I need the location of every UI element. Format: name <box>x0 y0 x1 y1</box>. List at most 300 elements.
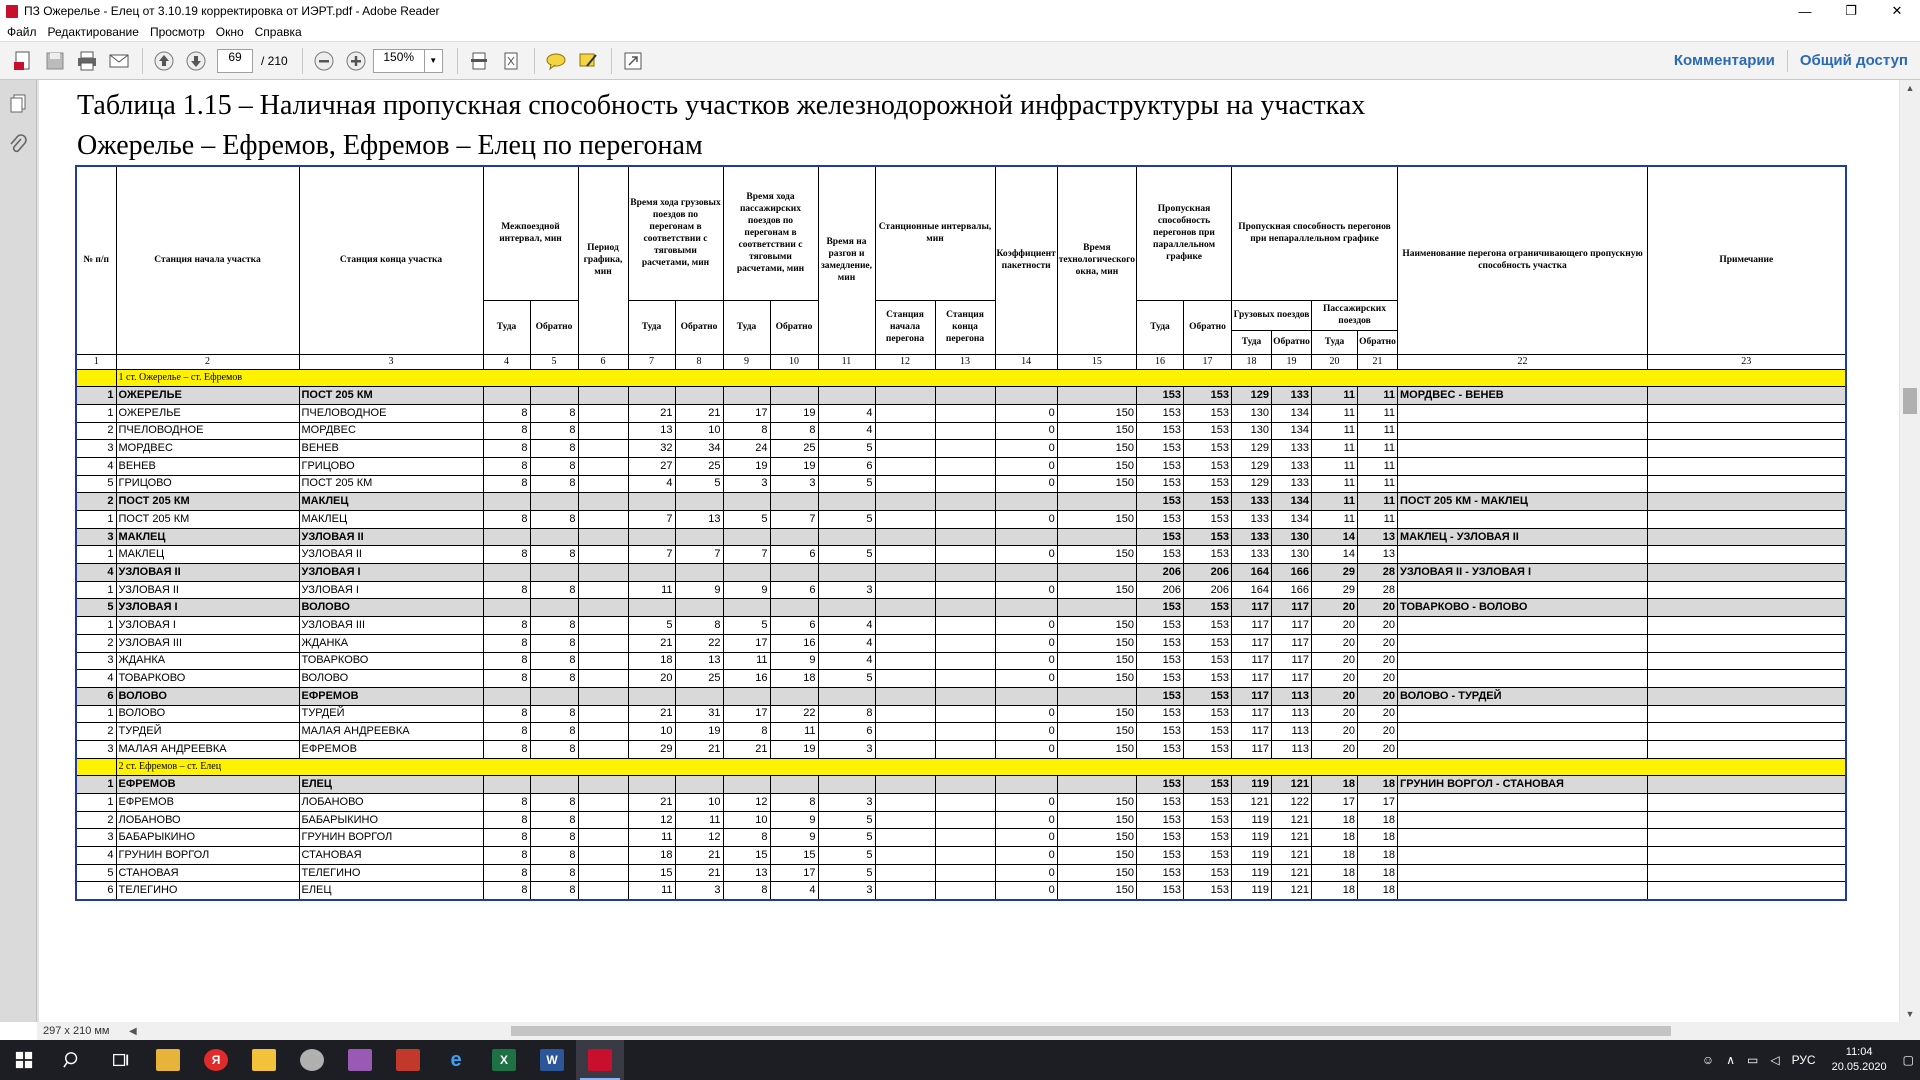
col-number: 13 <box>935 354 995 369</box>
vertical-scroll-thumb[interactable] <box>1903 388 1917 414</box>
menu-edit[interactable]: Редактирование <box>47 24 139 39</box>
group-row <box>76 387 1846 405</box>
minimize-button[interactable]: — <box>1798 3 1812 19</box>
navigation-pane <box>0 80 37 1022</box>
table-cell: 0 <box>995 670 1057 688</box>
table-cell: 0 <box>995 829 1057 847</box>
table-cell: 150 <box>1057 794 1136 812</box>
table-cell: 11 <box>723 652 770 670</box>
table-cell: 8 <box>530 617 578 635</box>
horizontal-scroll-thumb[interactable] <box>511 1026 1671 1036</box>
table-cell: 5 <box>76 599 116 617</box>
table-cell <box>935 740 995 758</box>
table-cell: 7 <box>675 546 723 564</box>
table-cell <box>935 457 995 475</box>
table-cell: 150 <box>1057 440 1136 458</box>
highlight-button[interactable] <box>573 46 603 76</box>
print-button[interactable] <box>72 46 102 76</box>
table-cell: 153 <box>1184 829 1232 847</box>
table-cell: 5 <box>818 511 875 529</box>
table-cell <box>1648 864 1846 882</box>
menu-help[interactable]: Справка <box>254 24 302 39</box>
table-cell: 11 <box>628 581 675 599</box>
table-cell: 2 <box>76 422 116 440</box>
table-cell <box>578 457 628 475</box>
save-button[interactable] <box>40 46 70 76</box>
table-cell <box>723 687 770 705</box>
table-cell: 4 <box>628 475 675 493</box>
table-row <box>76 511 1846 529</box>
table-cell: 8 <box>483 581 530 599</box>
vertical-scrollbar[interactable] <box>1900 80 1920 1022</box>
table-cell <box>935 617 995 635</box>
fit-width-button[interactable] <box>464 46 494 76</box>
page-number-input[interactable]: 69 <box>217 49 253 73</box>
table-cell: 153 <box>1184 617 1232 635</box>
taskbar-adobe-reader[interactable] <box>576 1040 624 1080</box>
volume-icon[interactable]: ◁ <box>1770 1053 1780 1067</box>
table-cell: 20 <box>1312 617 1358 635</box>
clock[interactable] <box>1822 1045 1897 1075</box>
table-cell: БАБАРЫКИНО <box>299 811 483 829</box>
table-cell: 31 <box>675 705 723 723</box>
taskbar-mail[interactable] <box>240 1040 288 1080</box>
table-cell: 18 <box>1312 864 1358 882</box>
table-cell: МАКЛЕЦ <box>299 511 483 529</box>
col-number: 14 <box>995 354 1057 369</box>
table-cell: 8 <box>483 705 530 723</box>
table-cell: УЗЛОВАЯ I <box>116 617 299 635</box>
table-cell: 5 <box>818 475 875 493</box>
table-cell: 150 <box>1057 546 1136 564</box>
table-cell: 18 <box>628 847 675 865</box>
table-cell: 133 <box>1272 440 1312 458</box>
table-cell <box>578 882 628 900</box>
table-cell: 22 <box>675 634 723 652</box>
table-row <box>76 422 1846 440</box>
table-cell: 153 <box>1184 670 1232 688</box>
table-cell: 150 <box>1057 723 1136 741</box>
table-cell: 153 <box>1137 687 1184 705</box>
table-cell: 34 <box>675 440 723 458</box>
network-icon[interactable]: ▭ <box>1746 1053 1759 1067</box>
table-cell: 18 <box>1312 776 1358 794</box>
table-cell <box>1057 564 1136 582</box>
table-cell: 1 <box>76 617 116 635</box>
table-cell: 150 <box>1057 404 1136 422</box>
table-cell: 153 <box>1137 652 1184 670</box>
table-cell: 150 <box>1057 847 1136 865</box>
taskbar-winrar[interactable] <box>336 1040 384 1080</box>
table-cell: 153 <box>1184 422 1232 440</box>
table-cell: 134 <box>1272 422 1312 440</box>
table-cell: 8 <box>530 440 578 458</box>
table-cell: 1 <box>76 387 116 405</box>
table-cell: 17 <box>723 404 770 422</box>
table-cell <box>675 564 723 582</box>
table-cell <box>530 687 578 705</box>
excel-icon: X <box>492 1049 516 1071</box>
table-cell <box>875 882 935 900</box>
taskbar-ie[interactable] <box>432 1040 480 1080</box>
table-cell: 117 <box>1272 634 1312 652</box>
table-cell: 8 <box>483 422 530 440</box>
table-cell <box>1648 617 1846 635</box>
table-cell: 0 <box>995 581 1057 599</box>
paperclip-icon <box>7 134 29 156</box>
table-cell: 8 <box>530 723 578 741</box>
table-cell: 8 <box>483 829 530 847</box>
table-cell: ГРУНИН ВОРГОЛ <box>299 829 483 847</box>
taskbar-yandex[interactable] <box>192 1040 240 1080</box>
table-cell: 113 <box>1272 687 1312 705</box>
table-cell: 18 <box>1358 864 1398 882</box>
attachments-button[interactable] <box>5 132 31 158</box>
table-row <box>76 705 1846 723</box>
table-cell: 13 <box>1358 528 1398 546</box>
table-cell: 164 <box>1232 564 1272 582</box>
table-cell: 21 <box>675 740 723 758</box>
table-cell <box>578 723 628 741</box>
table-cell <box>1398 811 1648 829</box>
table-cell: 11 <box>1312 404 1358 422</box>
table-cell <box>875 634 935 652</box>
table-cell <box>578 387 628 405</box>
col-number: 2 <box>116 354 299 369</box>
col-header-interval-back: Обратно <box>530 300 578 354</box>
table-cell: 10 <box>723 811 770 829</box>
table-cell <box>1648 776 1846 794</box>
section-empty-cell <box>76 758 116 776</box>
table-cell: ГРУНИН ВОРГОЛ <box>116 847 299 865</box>
table-cell <box>628 776 675 794</box>
system-tray <box>1696 1040 1920 1080</box>
zoom-out-button[interactable] <box>309 46 339 76</box>
table-cell: 133 <box>1272 475 1312 493</box>
language-indicator[interactable]: РУС <box>1791 1053 1816 1067</box>
email-button[interactable] <box>104 46 134 76</box>
table-cell: 11 <box>1312 511 1358 529</box>
table-cell: 18 <box>1358 811 1398 829</box>
table-cell: 4 <box>76 457 116 475</box>
start-button[interactable] <box>0 1040 48 1080</box>
task-view-button[interactable] <box>96 1040 144 1080</box>
table-cell: 5 <box>818 440 875 458</box>
table-cell <box>770 387 818 405</box>
table-cell <box>578 475 628 493</box>
table-cell <box>578 811 628 829</box>
table-cell: 153 <box>1137 794 1184 812</box>
table-cell: 8 <box>483 457 530 475</box>
table-cell: 8 <box>530 740 578 758</box>
table-cell <box>483 528 530 546</box>
table-row <box>76 794 1846 812</box>
table-cell <box>995 493 1057 511</box>
table-cell: 4 <box>818 422 875 440</box>
table-cell: 20 <box>1358 652 1398 670</box>
table-cell: 0 <box>995 617 1057 635</box>
table-cell <box>935 864 995 882</box>
table-cell: 4 <box>770 882 818 900</box>
table-cell: 29 <box>1312 564 1358 582</box>
table-cell: 13 <box>628 422 675 440</box>
table-cell <box>770 564 818 582</box>
table-cell: 113 <box>1272 723 1312 741</box>
table-cell: СТАНОВАЯ <box>116 864 299 882</box>
table-cell: ТОВАРКОВО <box>299 652 483 670</box>
scroll-up-arrow[interactable]: ▲ <box>1905 83 1915 93</box>
table-cell: 15 <box>628 864 675 882</box>
notifications-icon[interactable]: ▢ <box>1902 1053 1914 1067</box>
table-cell: 19 <box>770 740 818 758</box>
table-cell: УЗЛОВАЯ II <box>116 564 299 582</box>
table-cell: 150 <box>1057 617 1136 635</box>
table-cell: ВОЛОВО <box>299 670 483 688</box>
taskbar-drive[interactable] <box>288 1040 336 1080</box>
table-cell <box>1398 847 1648 865</box>
table-cell: 129 <box>1232 440 1272 458</box>
table-cell <box>723 599 770 617</box>
table-cell <box>875 740 935 758</box>
table-cell: 121 <box>1272 829 1312 847</box>
table-cell: 3 <box>818 740 875 758</box>
table-cell: 153 <box>1137 457 1184 475</box>
table-cell: 8 <box>483 617 530 635</box>
table-cell: 25 <box>675 457 723 475</box>
scroll-down-arrow[interactable]: ▼ <box>1905 1009 1915 1019</box>
menu-file[interactable]: Файл <box>7 24 37 39</box>
close-button[interactable]: ✕ <box>1891 3 1903 18</box>
table-cell <box>723 493 770 511</box>
table-row <box>76 546 1846 564</box>
table-cell: 0 <box>995 864 1057 882</box>
table-cell <box>578 652 628 670</box>
table-cell: 8 <box>675 617 723 635</box>
table-cell: 153 <box>1184 776 1232 794</box>
table-row <box>76 864 1846 882</box>
taskbar-explorer[interactable] <box>144 1040 192 1080</box>
app-icon <box>396 1049 420 1071</box>
table-cell <box>578 404 628 422</box>
col-header-note: Примечание <box>1648 166 1846 354</box>
table-cell: 3 <box>76 829 116 847</box>
archive-icon <box>348 1049 372 1071</box>
browser-icon: e <box>450 1048 462 1071</box>
menu-window[interactable]: Окно <box>215 24 244 39</box>
expand-button[interactable] <box>618 46 648 76</box>
table-cell: 14 <box>1312 528 1358 546</box>
table-cell: 3 <box>76 528 116 546</box>
table-cell: 150 <box>1057 422 1136 440</box>
col-header-interval: Межпоездной интервал, мин <box>483 166 578 300</box>
col-number: 1 <box>76 354 116 369</box>
clock-time: 11:04 <box>1845 1046 1873 1058</box>
table-cell <box>578 705 628 723</box>
col-header-parallel: Пропускная способность перегонов при параллельном графике <box>1137 166 1232 300</box>
table-cell: 4 <box>76 847 116 865</box>
taskbar-excel[interactable] <box>480 1040 528 1080</box>
table-cell <box>1398 457 1648 475</box>
table-cell: 206 <box>1184 581 1232 599</box>
table-cell <box>1648 882 1846 900</box>
table-cell: 121 <box>1272 811 1312 829</box>
table-cell: 0 <box>995 511 1057 529</box>
table-row <box>76 811 1846 829</box>
table-cell <box>818 493 875 511</box>
table-cell: 18 <box>1358 829 1398 847</box>
table-cell: 8 <box>530 457 578 475</box>
table-cell: 153 <box>1184 794 1232 812</box>
table-cell: ТУРДЕЙ <box>299 705 483 723</box>
scroll-left-arrow[interactable]: ◀ <box>129 1025 137 1037</box>
title-bar <box>0 0 1920 22</box>
create-pdf-button[interactable] <box>8 46 38 76</box>
table-cell: 19 <box>770 404 818 422</box>
col-header-stage-start: Станция начала перегона <box>875 300 935 354</box>
capacity-table <box>75 165 1847 901</box>
table-row <box>76 829 1846 847</box>
table-cell: 153 <box>1137 440 1184 458</box>
horizontal-scrollbar[interactable] <box>141 1022 1920 1040</box>
section-row <box>76 758 1846 776</box>
zoom-in-button[interactable] <box>341 46 371 76</box>
table-cell <box>578 829 628 847</box>
table-cell: 119 <box>1232 847 1272 865</box>
table-cell <box>628 564 675 582</box>
table-cell: 5 <box>76 864 116 882</box>
table-cell: 8 <box>723 882 770 900</box>
table-cell: 153 <box>1184 652 1232 670</box>
table-cell: 12 <box>628 811 675 829</box>
table-cell: 8 <box>530 652 578 670</box>
next-page-button[interactable] <box>181 46 211 76</box>
table-cell <box>578 670 628 688</box>
table-cell: 0 <box>995 546 1057 564</box>
add-comment-button[interactable] <box>541 46 571 76</box>
taskbar-maxipro[interactable] <box>384 1040 432 1080</box>
table-cell: 119 <box>1232 776 1272 794</box>
table-cell: 121 <box>1272 847 1312 865</box>
col-header-window-time: Время технологического окна, мин <box>1057 166 1136 354</box>
table-cell: 8 <box>723 723 770 741</box>
page-size-label: 297 x 210 мм <box>43 1025 110 1037</box>
table-cell <box>935 581 995 599</box>
arrow-up-icon <box>153 50 175 72</box>
table-cell: 153 <box>1184 599 1232 617</box>
col-header-interval-there: Туда <box>483 300 530 354</box>
people-icon[interactable]: ☺ <box>1701 1053 1715 1067</box>
previous-page-button[interactable] <box>149 46 179 76</box>
table-cell: ОЖЕРЕЛЬЕ <box>116 387 299 405</box>
table-cell: 8 <box>530 864 578 882</box>
table-cell: 8 <box>483 546 530 564</box>
page-thumbnails-button[interactable] <box>5 90 31 116</box>
table-cell: 153 <box>1184 440 1232 458</box>
table-cell <box>875 404 935 422</box>
table-cell: 153 <box>1137 847 1184 865</box>
table-cell <box>1398 652 1648 670</box>
table-cell <box>935 422 995 440</box>
table-cell: 6 <box>770 581 818 599</box>
comments-button[interactable]: Комментарии <box>1673 52 1775 69</box>
zoom-level-field[interactable]: 150% <box>373 49 425 73</box>
table-cell: 13 <box>1358 546 1398 564</box>
toolbar-separator <box>302 48 303 74</box>
table-cell: ПОСТ 205 КМ <box>299 475 483 493</box>
table-row <box>76 440 1846 458</box>
table-cell: 8 <box>530 705 578 723</box>
table-cell: 5 <box>723 617 770 635</box>
maximize-button[interactable]: ❐ <box>1845 3 1857 18</box>
table-cell: 153 <box>1137 723 1184 741</box>
table-cell <box>935 546 995 564</box>
table-cell: 3 <box>76 740 116 758</box>
table-cell <box>1648 705 1846 723</box>
table-cell: 8 <box>530 670 578 688</box>
table-cell: ПОСТ 205 КМ <box>116 493 299 511</box>
table-cell: 153 <box>1184 811 1232 829</box>
col-header-limiting-section: Наименование перегона ограничивающего пропускную способность участка <box>1398 166 1648 354</box>
table-cell: 21 <box>628 634 675 652</box>
table-cell: 1 <box>76 546 116 564</box>
col-header-number: № п/п <box>76 166 116 354</box>
table-cell: 11 <box>770 723 818 741</box>
table-cell: 153 <box>1184 511 1232 529</box>
table-cell: 153 <box>1137 811 1184 829</box>
table-cell <box>483 599 530 617</box>
table-cell: 4 <box>818 634 875 652</box>
table-cell: 6 <box>818 723 875 741</box>
table-cell: 153 <box>1137 776 1184 794</box>
table-cell: 15 <box>723 847 770 865</box>
search-button[interactable] <box>48 1040 96 1080</box>
group-row <box>76 687 1846 705</box>
table-cell <box>875 829 935 847</box>
table-cell: 18 <box>1358 776 1398 794</box>
table-cell: 3 <box>76 440 116 458</box>
expand-icon <box>622 50 644 72</box>
toolbar-separator <box>457 48 458 74</box>
table-cell: 153 <box>1137 634 1184 652</box>
col-header-cargo-there: Туда <box>628 300 675 354</box>
table-cell: 119 <box>1232 864 1272 882</box>
table-cell <box>723 528 770 546</box>
chevron-up-icon[interactable]: ∧ <box>1726 1053 1735 1067</box>
table-cell: 153 <box>1184 723 1232 741</box>
table-cell <box>935 776 995 794</box>
table-cell: 1 <box>76 404 116 422</box>
table-cell <box>770 528 818 546</box>
col-number: 17 <box>1184 354 1232 369</box>
table-cell <box>935 723 995 741</box>
taskbar-word[interactable] <box>528 1040 576 1080</box>
table-cell: 15 <box>770 847 818 865</box>
table-cell: 121 <box>1272 864 1312 882</box>
share-button[interactable]: Общий доступ <box>1799 52 1908 69</box>
table-cell: 20 <box>1358 705 1398 723</box>
table-cell: ЕЛЕЦ <box>299 776 483 794</box>
table-cell: 164 <box>1232 581 1272 599</box>
menu-bar <box>0 22 1920 41</box>
table-cell: 1 <box>76 776 116 794</box>
col-header-parallel-there: Туда <box>1137 300 1184 354</box>
menu-view[interactable]: Просмотр <box>149 24 205 39</box>
table-cell: 8 <box>530 581 578 599</box>
table-cell <box>578 440 628 458</box>
table-cell: 8 <box>530 847 578 865</box>
zoom-dropdown-button[interactable]: ▼ <box>425 49 443 73</box>
fit-page-button[interactable] <box>496 46 526 76</box>
